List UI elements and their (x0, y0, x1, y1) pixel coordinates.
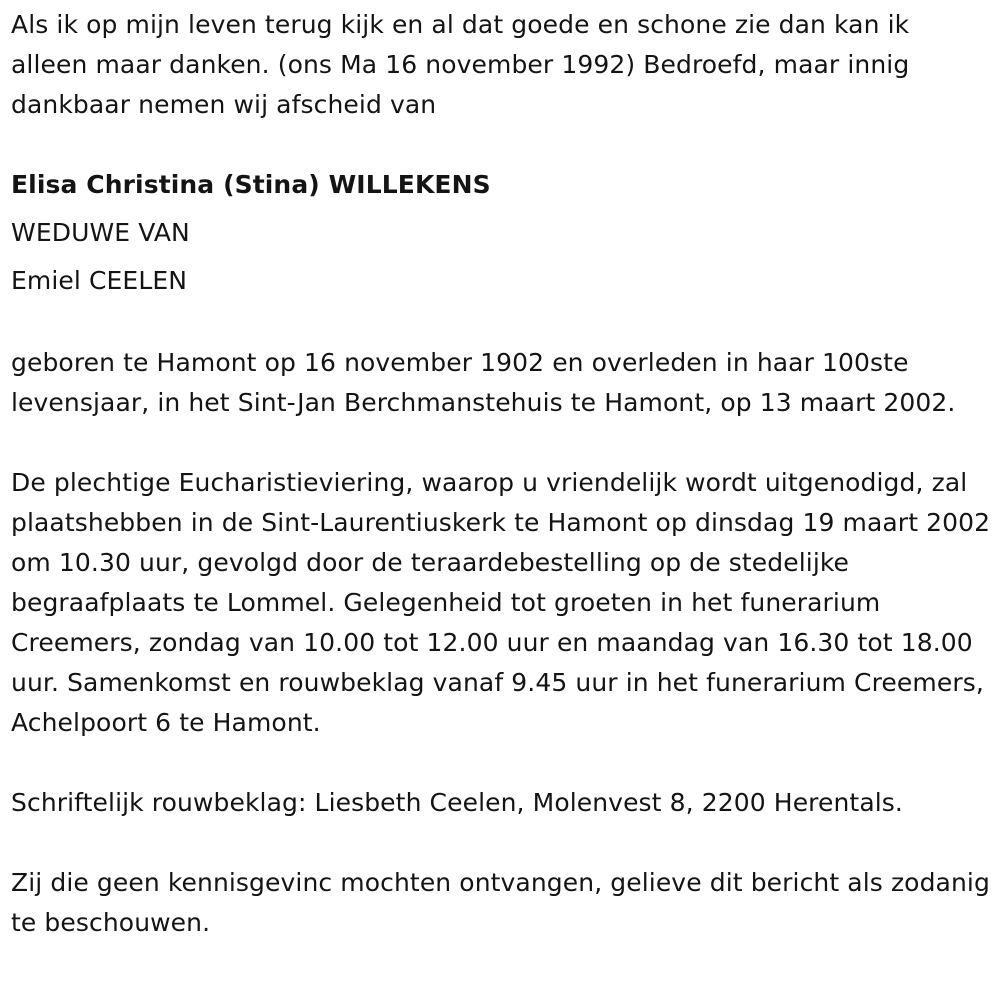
ceremony-paragraph: De plechtige Eucharistieviering, waarop u vriendelijk wordt uitgenodigd, zal plaatshebben in de Sint-Laurentiuskerk te Hamont op dinsdag 19 maart 2002 om 10.30 uur, gevolgd door de teraardebestelling op de stedelijke begraafplaats te Lommel. Gelegenheid tot groeten in het funerarium Creemers, zondag van 10.00 tot 12.00 uur en maandag van 16.30 tot 18.00 uur. Samenkomst en rouwbeklag vanaf 9.45 uur in het funerarium Creemers, Achelpoort 6 te Hamont. (11, 468, 991, 737)
spouse-name: Emiel CEELEN (11, 266, 188, 295)
closing-paragraph: Zij die geen kennisgevinc mochten ontvangen, gelieve dit bericht als zodanig te beschouwen. (11, 868, 990, 937)
intro-paragraph: Als ik op mijn leven terug kijk en al dat goede en schone zie dan kan ik alleen maar danken. (ons Ma 16 november 1992) Bedroefd, maar innig dankbaar nemen wij afscheid van (11, 10, 910, 119)
obituary-notice (11, 5, 991, 943)
deceased-name: Elisa Christina (Stina) WILLEKENS (11, 170, 491, 199)
birth-death-paragraph: geboren te Hamont op 16 november 1902 en overleden in haar 100ste levensjaar, in het Sint-Jan Berchmanstehuis te Hamont, op 13 maart 2002. (11, 348, 956, 417)
relation-label: WEDUWE VAN (11, 218, 190, 247)
condolence-paragraph: Schriftelijk rouwbeklag: Liesbeth Ceelen, Molenvest 8, 2200 Herentals. (11, 788, 903, 817)
